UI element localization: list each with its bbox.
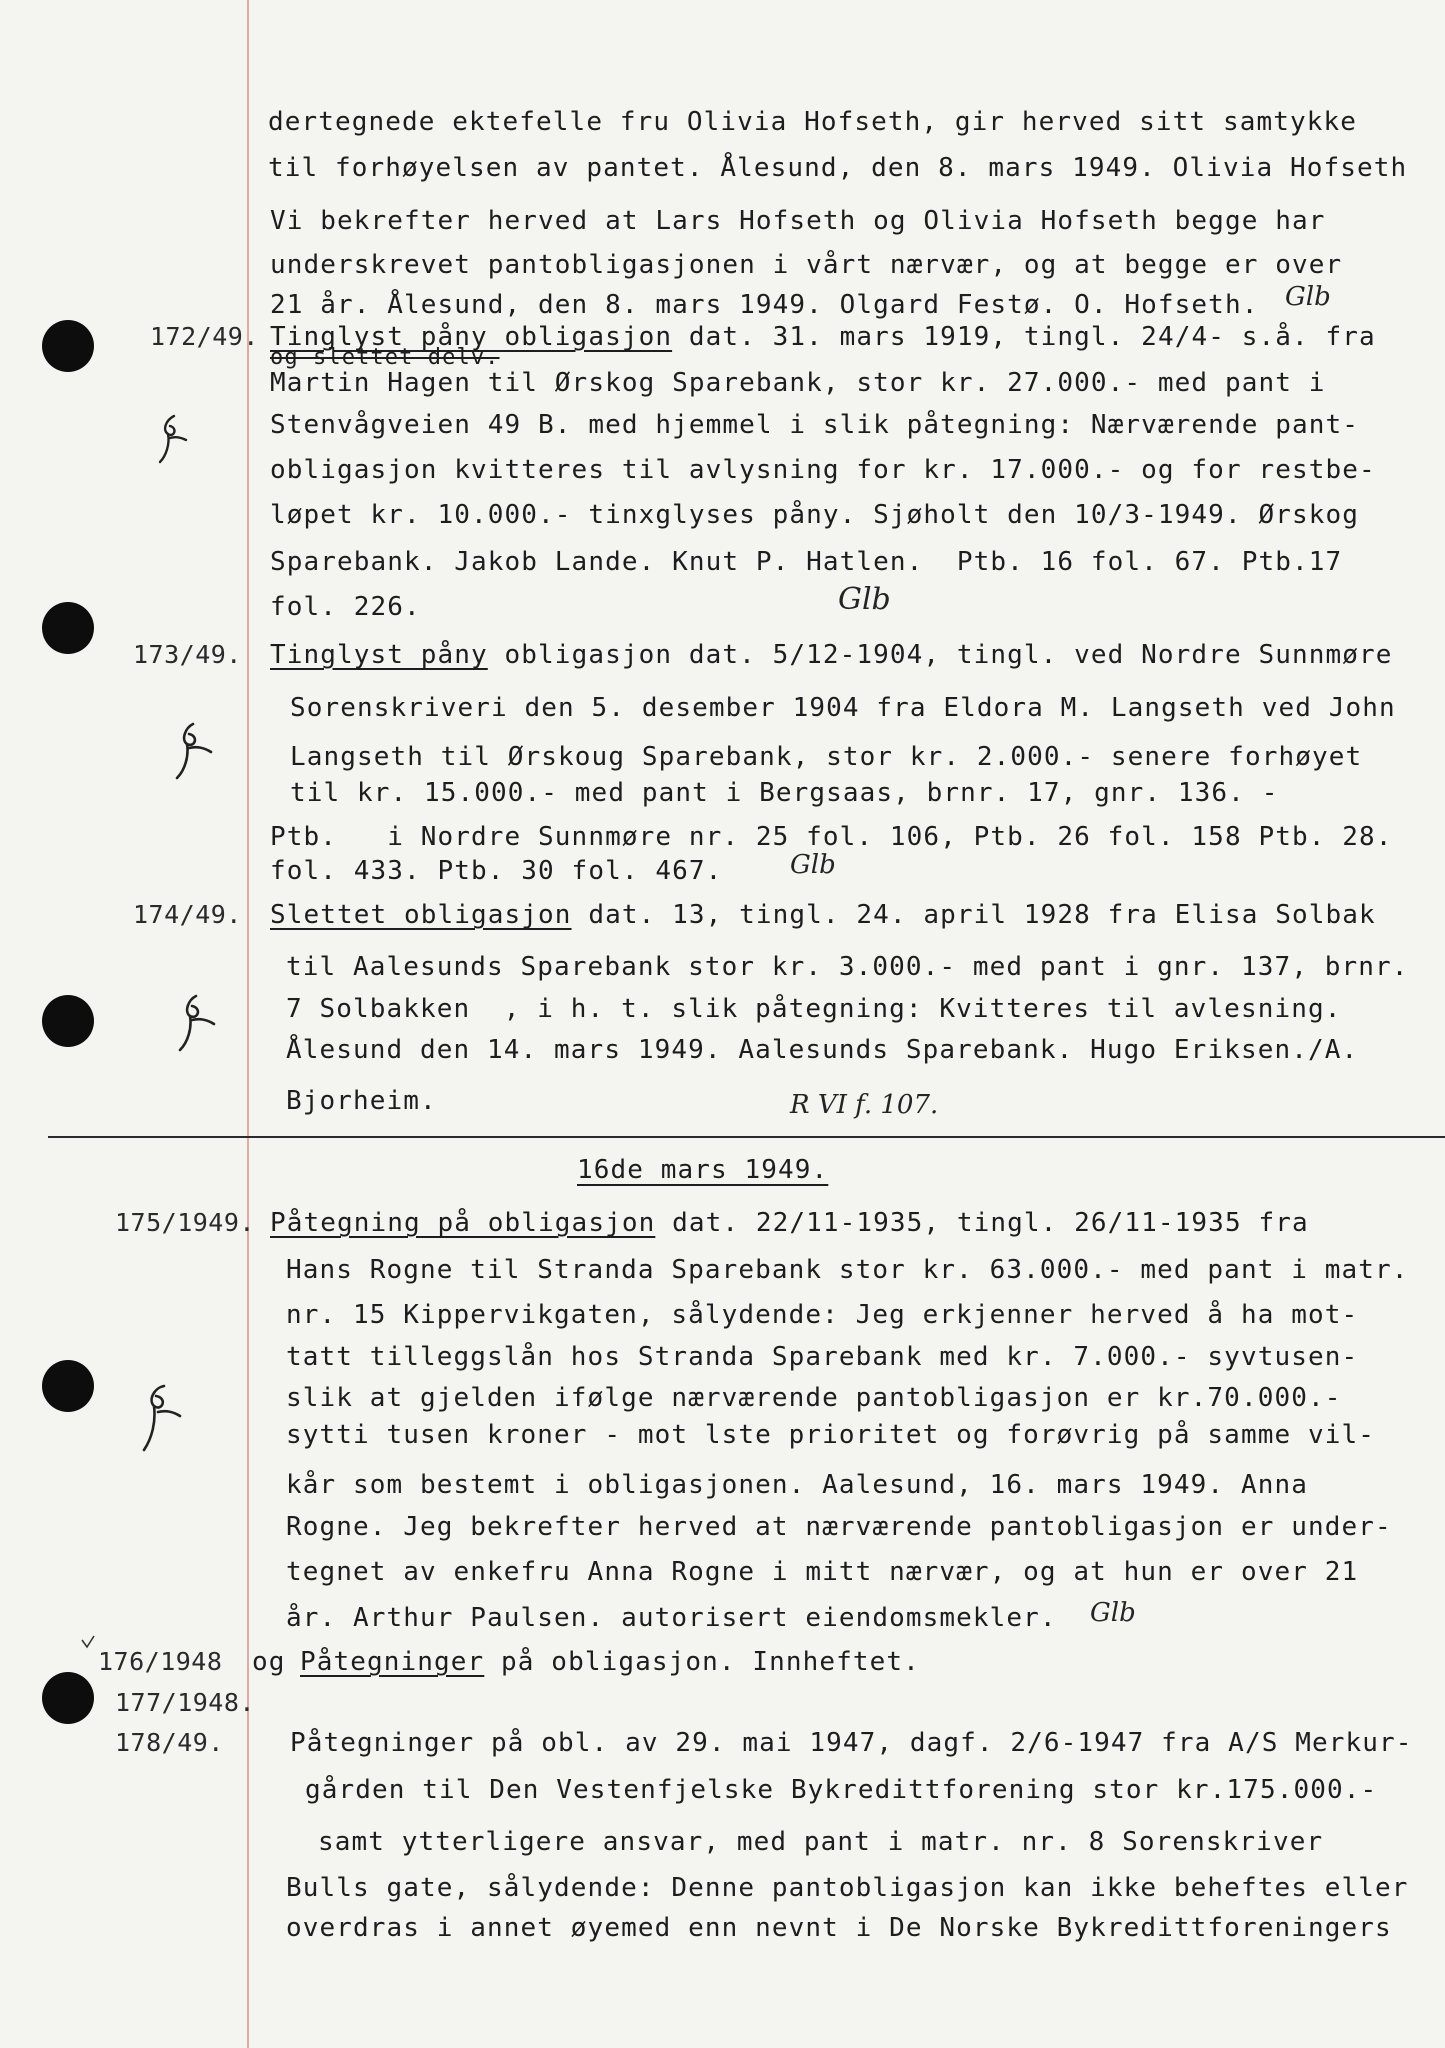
margin-initial-mark <box>130 1378 184 1458</box>
entry-heading: Tinglyst påny <box>270 640 488 670</box>
margin-initial-mark <box>165 718 217 784</box>
entry-heading-rest: dat. 31. mars 1919, tingl. 24/4- s.å. fra <box>672 322 1376 352</box>
entry-number: 173/49. <box>133 640 242 669</box>
text-line: Bulls gate, sålydende: Denne pantobligasjon kan ikke beheftes eller <box>286 1873 1409 1903</box>
margin-initial-mark <box>148 410 192 466</box>
text-line: til Aalesunds Sparebank stor kr. 3.000.- med pant i gnr. 137, brnr. <box>286 952 1409 982</box>
entry-heading-line <box>270 640 1392 670</box>
entry-number: 174/49. <box>133 900 242 929</box>
text-line: samt ytterligere ansvar, med pant i matr. nr. 8 Sorenskriver <box>318 1827 1324 1857</box>
entry-number: 178/49. <box>115 1728 224 1757</box>
entry-heading: Påtegning på obligasjon <box>270 1208 656 1238</box>
text-line: fol. 226. <box>270 592 421 622</box>
punch-hole-5 <box>42 1672 94 1724</box>
text-line: tegnet av enkefru Anna Rogne i mitt nærvær, og at hun er over 21 <box>286 1557 1359 1587</box>
text-line: underskrevet pantobligasjonen i vårt nærvær, og at begge er over <box>270 250 1343 280</box>
text-line: løpet kr. 10.000.- tinxglyses påny. Sjøholt den 10/3-1949. Ørskog <box>270 500 1359 530</box>
entry-heading: Påtegninger <box>300 1647 485 1677</box>
punch-hole-1 <box>42 320 94 372</box>
date-heading: 16de mars 1949. <box>577 1155 829 1185</box>
text-line: Vi bekrefter herved at Lars Hofseth og Olivia Hofseth begge har <box>270 206 1326 236</box>
punch-hole-3 <box>42 995 94 1047</box>
text-line: Ålesund den 14. mars 1949. Aalesunds Sparebank. Hugo Eriksen./A. <box>286 1035 1359 1065</box>
entry-heading-line <box>300 1647 920 1677</box>
entry-number: 177/1948. <box>115 1688 255 1717</box>
text-line: overdras i annet øyemed enn nevnt i De Norske Bykredittforeningers <box>286 1913 1392 1943</box>
text-line: Påtegninger på obl. av 29. mai 1947, dagf. 2/6-1947 fra A/S Merkur- <box>290 1728 1413 1758</box>
text-line: Stenvågveien 49 B. med hjemmel i slik påtegning: Nærværende pant- <box>270 410 1359 440</box>
text-line: kår som bestemt i obligasjonen. Aalesund, 16. mars 1949. Anna <box>286 1470 1308 1500</box>
text-line: slik at gjelden ifølge nærværende pantobligasjon er kr.70.000.- <box>286 1383 1342 1413</box>
entry-heading-rest: på obligasjon. Innheftet. <box>484 1647 920 1677</box>
punch-hole-4 <box>42 1360 94 1412</box>
text-line: dertegnede ektefelle fru Olivia Hofseth, gir herved sitt samtykke <box>268 107 1357 137</box>
entry-heading-line <box>270 1208 1309 1238</box>
punch-hole-2 <box>42 602 94 654</box>
text-line: til forhøyelsen av pantet. Ålesund, den 8. mars 1949. Olivia Hofseth <box>268 153 1408 183</box>
register-reference: R VI f. 107. <box>790 1090 939 1120</box>
initials-signature: Glb <box>790 850 836 880</box>
entry-connector: og <box>252 1647 286 1677</box>
entry-heading: Slettet obligasjon <box>270 900 572 930</box>
struck-text: og slettet delv. <box>270 345 500 370</box>
text-line: tatt tilleggslån hos Stranda Sparebank med kr. 7.000.- syvtusen- <box>286 1342 1359 1372</box>
text-line: Rogne. Jeg bekrefter herved at nærværende pantobligasjon er under- <box>286 1512 1392 1542</box>
text-line: nr. 15 Kippervikgaten, sålydende: Jeg erkjenner herved å ha mot- <box>286 1300 1359 1330</box>
entry-heading: Tinglyst påny obligasjon <box>270 322 673 352</box>
entry-heading-rest: obligasjon dat. 5/12-1904, tingl. ved Nordre Sunnmøre <box>487 640 1393 670</box>
entry-heading-rest: dat. 13, tingl. 24. april 1928 fra Elisa Solbak <box>571 900 1376 930</box>
entry-number: 176/1948 <box>98 1647 223 1676</box>
text-line: år. Arthur Paulsen. autorisert eiendomsmekler. <box>286 1603 1057 1633</box>
text-line: Bjorheim. <box>286 1086 437 1116</box>
initials-signature: Glb <box>1285 282 1331 312</box>
text-line: Langseth til Ørskoug Sparebank, stor kr. 2.000.- senere forhøyet <box>290 742 1363 772</box>
text-line: sytti tusen kroner - mot lste prioritet og forøvrig på samme vil- <box>286 1420 1375 1450</box>
text-line: 21 år. Ålesund, den 8. mars 1949. Olgard Festø. O. Hofseth. <box>270 290 1259 320</box>
text-line: Hans Rogne til Stranda Sparebank stor kr. 63.000.- med pant i matr. <box>286 1255 1409 1285</box>
text-line: Ptb. i Nordre Sunnmøre nr. 25 fol. 106, Ptb. 26 fol. 158 Ptb. 28. <box>270 822 1393 852</box>
text-line: 7 Solbakken , i h. t. slik påtegning: Kvitteres til avlesning. <box>286 994 1342 1024</box>
text-line: til kr. 15.000.- med pant i Bergsaas, brnr. 17, gnr. 136. - <box>290 778 1279 808</box>
entry-number: 175/1949. <box>115 1208 255 1237</box>
text-line: obligasjon kvitteres til avlysning for kr. 17.000.- og for restbe- <box>270 455 1376 485</box>
entry-number: 172/49. <box>150 322 259 351</box>
text-line: Sorenskriveri den 5. desember 1904 fra Eldora M. Langseth ved John <box>290 693 1396 723</box>
check-mark-icon <box>80 1634 96 1650</box>
initials-signature: Glb <box>838 582 891 617</box>
entry-heading-line <box>270 900 1376 930</box>
entry-heading-rest: dat. 22/11-1935, tingl. 26/11-1935 fra <box>655 1208 1309 1238</box>
initials-signature: Glb <box>1090 1598 1136 1628</box>
margin-initial-mark <box>168 990 220 1056</box>
margin-rule <box>247 0 249 2048</box>
section-divider <box>48 1136 1445 1138</box>
text-line: gården til Den Vestenfjelske Bykredittforening stor kr.175.000.- <box>305 1775 1378 1805</box>
text-line: Sparebank. Jakob Lande. Knut P. Hatlen. Ptb. 16 fol. 67. Ptb.17 <box>270 547 1343 577</box>
text-line: fol. 433. Ptb. 30 fol. 467. <box>270 856 723 886</box>
text-line: Martin Hagen til Ørskog Sparebank, stor kr. 27.000.- med pant i <box>270 368 1326 398</box>
